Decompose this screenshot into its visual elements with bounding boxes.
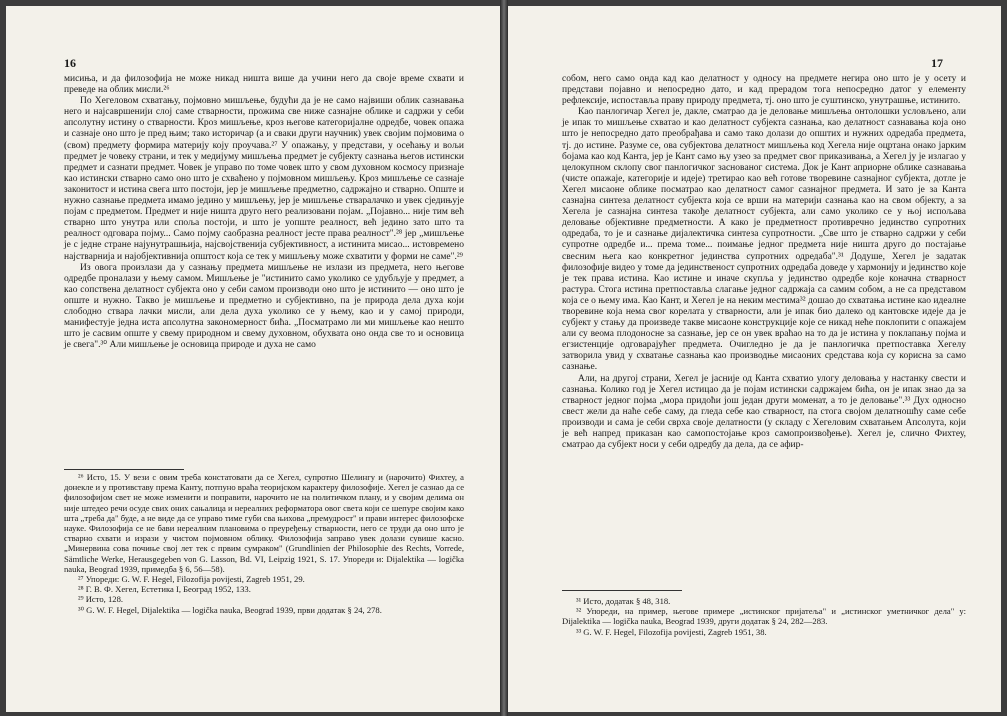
- paragraph: Из овога произлази да у сазнању предмета мишљење не излази из предмета, него његове одредбе проналази у њему самом. Мишљење је "истинито само уколико се удубљује у предмет, а као сопствена делатност субјекта оно у себи самом производи оно што је истинито — оно што је опште и нужно. Такво је мишљење и предметно и субјективно, па је природа дела духа који слободно ствара лачки мисли, али дела духа уколико се у њему, као и у самој природи, манифестује једна иста апсолутна закономерност бића. „Посматрамо ли ми мишљење као нешто што је сасвим опште у свему природном и свему духовном, обухвата оно онда све то и основица је свега".³⁰ Али мишљење је основица природе и духа не само: [64, 262, 464, 351]
- paragraph: По Хегеловом схватању, појмовно мишљење, будући да је не само највиши облик сазнавања него и најсавршенији слој саме стварности, прожима све ниже сазнајне облике и садржи у себи апсолутну истину о стварности. Кроз мишљење, кроз његове категоријалне одредбе, човек опажа и сазнаје оно што је пред њим; тако историчар (а и сваки други научник) увек својим појмовима о (свом) предмету формира материју коју проучава.²⁷ У опажању, у представи, у осећању и вољи предмет је човеку страни, и тек у медијуму мишљења предмет је субјекту сазнања његов истински предмет и сазнати предмет. Човек је управо по томе човек што у свом духовном космосу признаје као истински стварно само оно што је схваћено у појмовном мишљењу. Кроз мишљење се сазнаје законитост и истина свега што постоји, јер је мишљење предметно, садржајно и стварно. Опште и нужно сазнање предмета имамо једино у мишљењу, јер је мишљење стваралачко и увек сједињује појам с предметом. Предмет и није ништа друго него реализовани појам. „Појавно... није тим већ стварно што унутра или споља постоји, и што је уопште реалност, већ једино зато што та реалност одговара појму... Само појму саобразна реалност јесте права реалност".²⁸ јер „мишљење је с једне стране најунутрашњија, најсвојственија субјективност, а истинита мисао... истовремено најстварнија и најобјективнија општост која се тек у мишљењу може схватити у форми не саме".²⁹: [64, 96, 465, 262]
- footnote: ³⁰ G. W. F. Hegel, Dijalektika — logička nauka, Beograd 1939, први додатак § 24, 278.: [78, 604, 382, 615]
- paragraph: мисиња, и да филозофија не може никад ништа више да учини него да своје време схвати и преведе на облик мисли.²⁶: [64, 74, 464, 96]
- footnote: ²⁸ Г. В. Ф. Хегел, Естетика I, Београд 1952, 133.: [78, 584, 251, 595]
- right-body-text: [562, 74, 966, 451]
- right-footnotes: [562, 596, 966, 637]
- left-page: [6, 6, 500, 712]
- footnote: ²⁷ Упореди: G. W. F. Hegel, Filozofija povijesti, Zagreb 1951, 29.: [78, 574, 305, 585]
- page-number-left: 16: [64, 56, 76, 70]
- paragraph: Као панлогичар Хегел је, дакле, сматрао да је деловање мишљења онтолошки условљено, али је ипак то мишљење схватао и као делатност субјекта сазнања, као делатност сазнавања која оно што је непосредно дато преобрађава и само тако долази до општих и нужних одредаба предмета, тј. до истине. Разуме се, ова субјектова делатност мишљења код Хегела није оцртана онако јарким бојама као код Канта, јер је Кант само њу узео за предмет свог приказивања, а Хегел ју је излагао у целокупном склопу свог панлогичког засновaног система. Док је Кант априорне облике сазнавања (чисте опажаје, категорије и идеје) третирао као већ готове творевине сазнајног субјекта, дотле је Хегел мисаоне облике посматрао као делатност самог сазнајног предмета. И зато је за Канта сазнајна синтеза делатност субјекта која се врши на материји сазнања као на свом објекту, а за Хегела је сазнајна синтеза такође делатност субјекта, али само уколико се у њој испољава деловање објективне предметности. А како је предметност противречно јединство супротних одредаба, то је и сазнање дијалектичка синтеза супротности. „Све што је стварно садржи у себи супротне одредбе и... према томе... поимање једног предмета није ништа друго до постајање свесним њега као конкретног јединства супротних одредаба".³¹ Додуше, Хегел је задатак филозофије видео у томе да јединственост супротних одредаба доведе у хармонију и јединство које је тек права истина. Као истине и иначе скупља у јединство одредбе које коначна стварност растура. Стога истина претпоставља слагање једног садржаја са самим собом, а не са представом која се о њему има. Као Кант, и Хегел је на неким местима³² дошао до схватања истине као идеалне творевине која нема свог корелата у стварности, али је ипак био далеко од кантовске идеје да је субјект у стању да произведе такве мисаоне конструкције које се никад неће поклопити с опажајем али су веома плодоносне за сазнање, јер се он увек враћао на то да је истина у поклапању појма и егзистенције одговарајућег предмета. Очигледно је да је панлогичка претпоставка Хегелу затворила увид у схватање сазнања као производње мисаоних средстава која су корисна за само сазнање.: [562, 107, 966, 373]
- paragraph: Али, на другој страни, Хегел је јасније од Канта схватио улогу деловања у настанку свести и сазнања. Колико год је Хегел истицао да је појам истински садржајем бића, он је ипак знао да за стварност једног појма „мора придоћи још један други моменат, а то је деловање".³³ Дух односно свест жели да наће себе саму, да гледа себе као стварност, па стога својом делатношћу саме себе производи и сама је себи сврха своје делатности (у складу с Хегеловим схватањем Апсолута, који је већ напред приказан као самопостојање кроз самопроизвођење). Хегел је, слично Фихтеу, сматрао да субјект носи у себи одредбу да дела, да се афир-: [562, 373, 966, 451]
- left-footnotes: [64, 472, 464, 615]
- right-page: [508, 6, 1001, 712]
- footnote-divider: [562, 590, 682, 591]
- footnote: ²⁶ Исто, 15. У вези с овим треба констатовати да се Хегел, супротно Шелингу и (нарочито) Фихтеу, а донекле и у противставу према Канту, потпуно враћа теоријском карактеру филозофије. Хегел је сазнао да се филозофијом свет не може изменити и поправити, нарочито не на политичком плану, и у својим делима он није штедео речи осуде свих оних сањалица и нереалних реформатора овог света који се шепуре својим како шта „треба да" буде, а не виде да се управо тиме губи сва њихова „премудрост" и прави интерес филозофске науке. Филозофија се не бави нереалним плановима о преуређењу стварности, него се труди да оно што је стварно схвати и изрази у чистом појмовном облику. Филозофија заправо увек долази сувише касно. „Минервина сова почиње свој лет тек с првим сумраком" (Grundlinien der Philosophie des Rechts, Vorrede, Sämtliche Werke, Herausgegeben von G. Lasson, Bd. VI, Leipzig 1921, S. 17. Упореди и: Dijalektika — logička nauka, Beograd 1939, примедба § 6, 56—58).: [64, 472, 465, 574]
- paragraph: собом, него само онда кад као делатност у односу на предмете негира оно што је у осету и представи појавно и непосредно дато, и кад прерадом тога непосредно датог у елементу рефлексије, испоставља праву природу предмета, тј. оно што је суштинско, унутрашње, истинито.: [562, 74, 966, 107]
- footnote: ³¹ Исто, додатак § 48, 318.: [576, 596, 671, 606]
- page-number-right: 17: [931, 56, 943, 70]
- footnote-divider: [64, 469, 184, 470]
- footnote: ²⁹ Исто, 128.: [78, 594, 124, 605]
- left-body-text: [64, 74, 464, 351]
- footnote: ³³ G. W. F. Hegel, Filozofija povijesti, Zagreb 1951, 38.: [576, 626, 767, 637]
- footnote: ³² Упореди, на пример, његове примере „истинског пријатеља" и „истинског уметничког дела" у: Dijalektika — logička nauka, Beograd 1939, други додатак § 24, 282—283.: [562, 606, 966, 627]
- book-gutter: [500, 0, 508, 716]
